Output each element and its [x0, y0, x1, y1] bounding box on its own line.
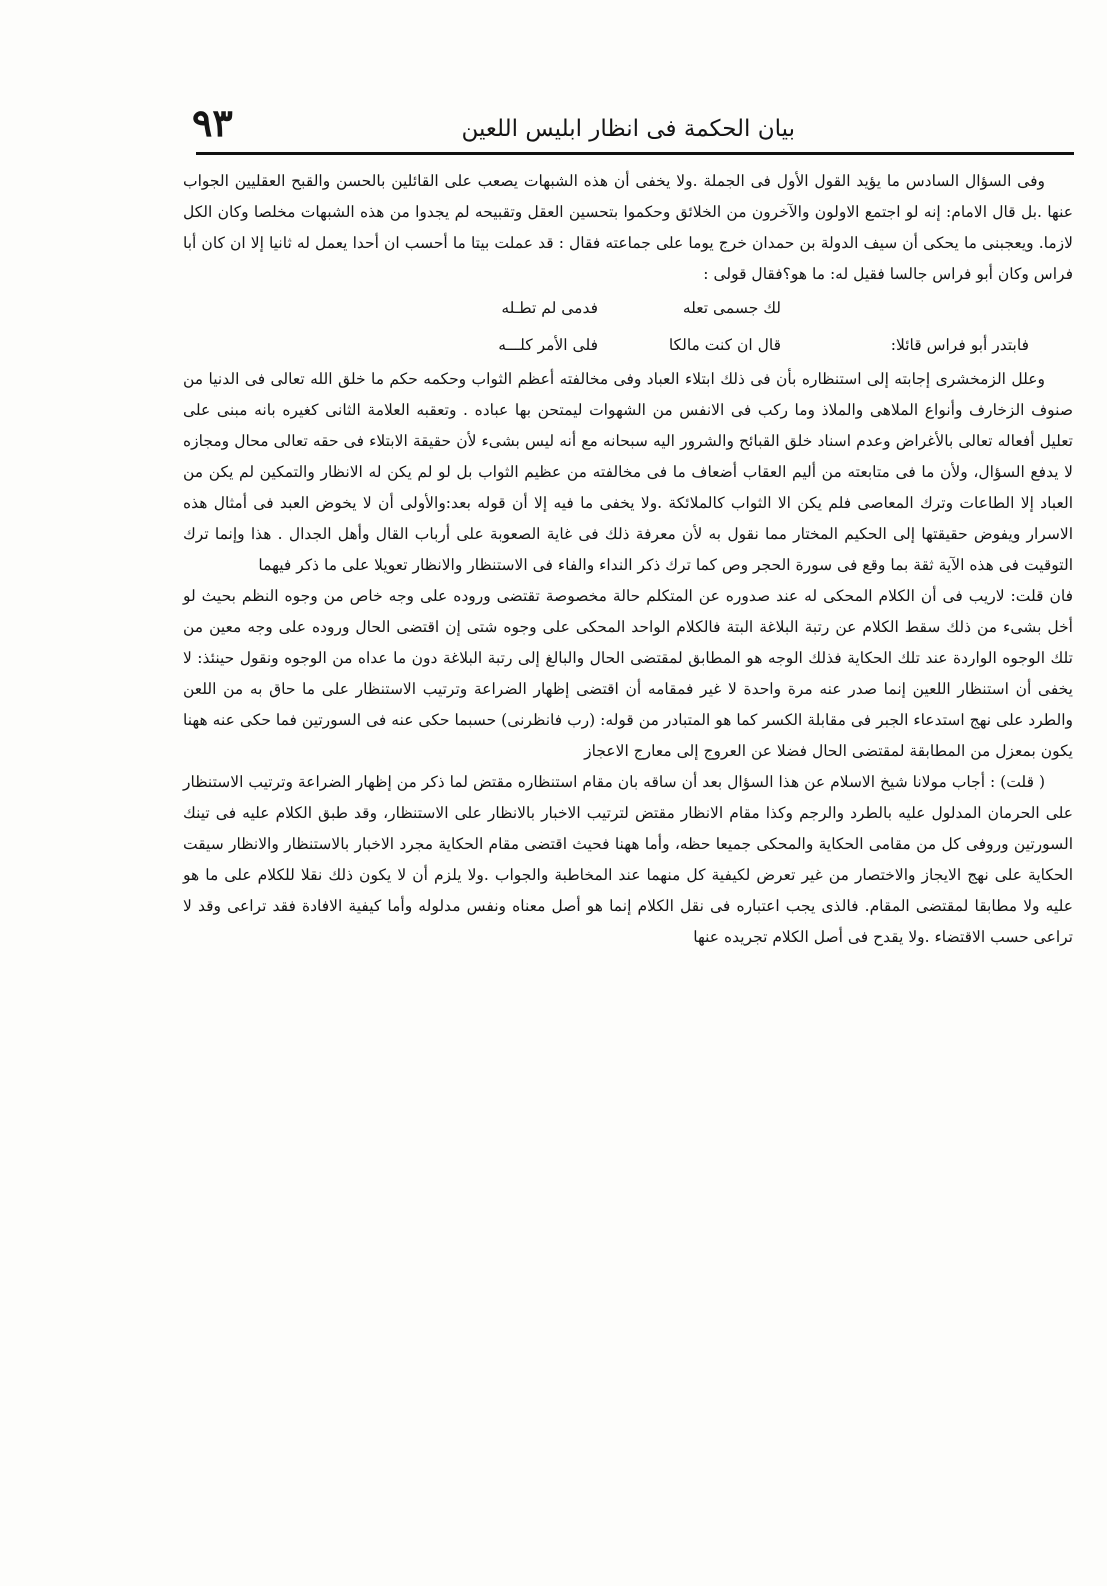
page-header [170, 98, 1050, 154]
verse-hemistich: فدمى لم تطـله [501, 299, 598, 317]
running-title: بيان الحكمة فى انظار ابليس اللعين [461, 116, 795, 142]
verse-hemistich: لك جسمى تعله [682, 299, 781, 317]
verse-hemistich: قال ان كنت مالكا [668, 336, 781, 354]
paragraph: ( قلت) : أجاب مولانا شيخ الاسلام عن هذا السؤال بعد أن ساقه بان مقام استنظاره مقتض لما ذكر من إظهار الضراعة وترتيب الاستنظار على الحرمان المدلول عليه بالطرد والرجم وكذا مقام الانظار مقتض لترتيب الاخبار بالانظار على الاستنظار، وقد طبق الكلام عليه فى تينك السورتين وروفى كل من مقامى الحكاية والمحكى جميعا حظه، وأما ههنا فحيث اقتضى مقام الحكاية مجرد الاخبار بالاستنظار والانظار سيقت الحكاية على نهج الايجاز والاختصار من غير تعرض لكيفية كل منهما عند المخاطبة والجواب .ولا يلزم أن لا يكون ذلك نقلا للكلام على ما هو عليه ولا مطابقا لمقتضى المقام. فالذى يجب اعتباره فى نقل الكلام إنما هو أصل معناه ونفس مدلوله وأما كيفية الافادة فقد تراعى وقد لا تراعى حسب الاقتضاء .ولا يقدح فى أصل الكلام تجريده عنها [183, 773, 1073, 946]
paragraph: وعلل الزمخشرى إجابته إلى استنظاره بأن فى ذلك ابتلاء العباد وفى مخالفته أعظم الثواب وحكمه حكم ما خلق الله تعالى فى الدنيا من صنوف الزخارف وأنواع الملاهى والملاذ وما ركب فى الانفس من الشهوات ليمتحن بها عباده . وتعقبه العلامة الثانى كغيره بانه مبنى على تعليل أفعاله تعالى بالأغراض وعدم اسناد خلق القبائح والشرور اليه سبحانه مع أنه ليس بشىء لأن حقيقة الابتلاء فى حقه تعالى محال ومجازه لا يدفع السؤال، ولأن ما فى متابعته من أليم العقاب أضعاف ما فى مخالفته من عظيم الثواب بل لو لم يكن له الانظار والتمكين لم يكن من العباد إلا الطاعات وترك المعاصى فلم يكن الا الثواب كالملائكة .ولا يخفى ما فيه إلا أن قوله بعد:والأولى أن لا يخوض العبد فى أمثال هذه الاسرار ويفوض حقيقتها إلى الحكيم المختار مما نقول به لأن معرفة ذلك فى غاية الصعوبة على أرباب القال وأهل الجدال . هذا وإنما ترك التوقيت فى هذه الآية ثقة بما وقع فى سورة الحجر وص كما ترك ذكر النداء والفاء فى الاستنظار والانظار تعويلا على ما ذكر فيهما [183, 370, 1073, 574]
verse-lead: فابتدر أبو فراس قائلا: [890, 336, 1029, 354]
header-rule [196, 152, 1074, 155]
verse-line [183, 290, 1073, 327]
paragraph: وفى السؤال السادس ما يؤيد القول الأول فى الجملة .ولا يخفى أن هذه الشبهات يصعب على القائلين بالحسن والقبح العقليين الجواب عنها .بل قال الامام: إنه لو اجتمع الاولون والآخرون من الخلائق وحكموا بتحسين العقل وتقبيحه لم يجدوا من هذه الشبهات مخلصا وكان الكل لازما. ويعجبنى ما يحكى أن سيف الدولة بن حمدان خرج يوما على جماعته فقال : قد عملت بيتا ما أحسب ان أحدا يعمل له ثانيا إلا ان كان أبا فراس وكان أبو فراس جالسا فقيل له: ما هو؟فقال قولى : [183, 172, 1073, 283]
body-text [183, 166, 1073, 953]
page-number: ٩٣ [192, 100, 233, 145]
verse-line [183, 327, 1073, 364]
verse-hemistich: فلى الأمر كلـــه [498, 336, 598, 354]
paragraph: فان قلت: لاريب فى أن الكلام المحكى له عند صدوره عن المتكلم حالة مخصوصة تقتضى وروده على وجه خاص من وجوه النظم بحيث لو أخل بشىء من ذلك سقط الكلام عن رتبة البلاغة البتة فالكلام الواحد المحكى على وجوه شتى إن اقتضى الحال وروده على وجه معين من تلك الوجوه الواردة عند تلك الحكاية فذلك الوجه هو المطابق لمقتضى الحال والبالغ إلى رتبة البلاغة دون ما عداه من الوجوه ونقول حينئذ: لا يخفى أن استنظار اللعين إنما صدر عنه مرة واحدة لا غير فمقامه أن اقتضى إظهار الضراعة وترتيب الاستنظار على ما حاق به من اللعن والطرد على نهج استدعاء الجبر فى مقابلة الكسر كما هو المتبادر من قوله: (رب فانظرنى) حسبما حكى عنه فى السورتين فما حكى عنه ههنا يكون بمعزل من المطابقة لمقتضى الحال فضلا عن العروج إلى معارج الاعجاز [183, 587, 1073, 760]
